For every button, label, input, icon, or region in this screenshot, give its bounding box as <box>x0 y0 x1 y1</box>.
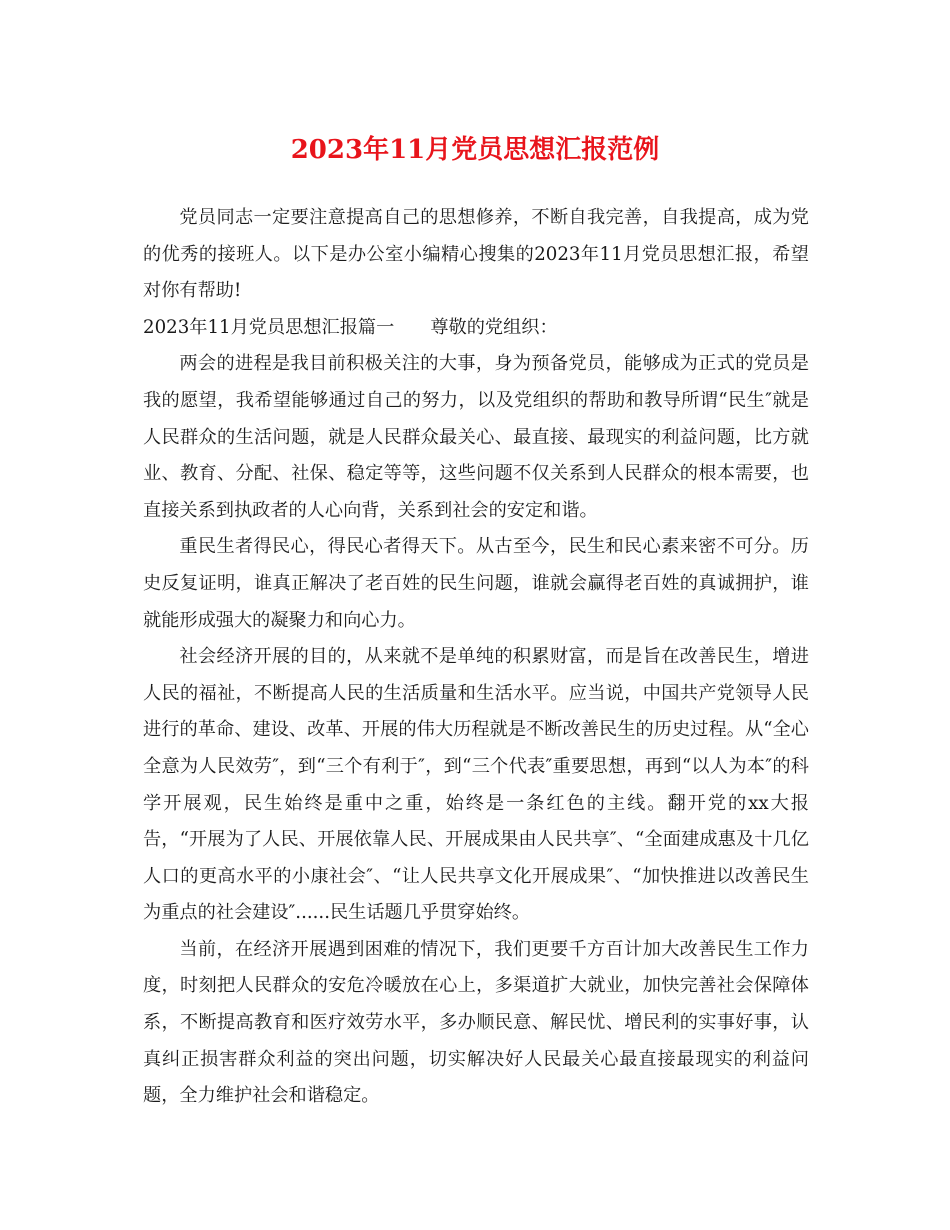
body-paragraph-4: 当前，在经济开展遇到困难的情况下，我们更要千方百计加大改善民生工作力度，时刻把人民群众的安危冷暖放在心上，多渠道扩大就业，加快完善社会保障体系，不断提高教育和医疗效劳水平，多办顺民意、解民忧、增民利的实事好事，认真纠正损害群众利益的突出问题，切实解决好人民最关心最直接最现实的利益问题，全力维护社会和谐稳定。 <box>143 938 809 1107</box>
document-body <box>143 200 809 1115</box>
salutation: 尊敬的党组织： <box>430 316 558 338</box>
intro-paragraph: 党员同志一定要注意提高自己的思想修养，不断自我完善，自我提高，成为党的优秀的接班人。以下是办公室小编精心搜集的2023年11月党员思想汇报，希望对你有帮助! <box>143 207 809 302</box>
section-heading: 2023年11月党员思想汇报篇一 <box>143 316 395 338</box>
body-paragraph-3: 社会经济开展的目的，从来就不是单纯的积累财富，而是旨在改善民生，增进人民的福祉，不断提高人民的生活质量和生活水平。应当说，中国共产党领导人民进行的革命、建设、改革、开展的伟大历程就是不断改善民生的历史过程。从“全心全意为人民效劳″，到“三个有利于″，到“三个代表″重要思想，再到“以人为本″的科学开展观，民生始终是重中之重，始终是一条红色的主线。翻开党的xx大报告，“开展为了人民、开展依靠人民、开展成果由人民共享″、“全面建成惠及十几亿人口的更高水平的小康社会″、“让人民共享文化开展成果″、“加快推进以改善民生为重点的社会建设″......民生话题几乎贯穿始终。 <box>143 646 809 924</box>
section-heading-line <box>143 310 809 347</box>
body-paragraph-1: 两会的进程是我目前积极关注的大事，身为预备党员，能够成为正式的党员是我的愿望，我希望能够通过自己的努力，以及党组织的帮助和教导所谓“民生″就是人民群众的生活问题，就是人民群众最关心、最直接、最现实的利益问题，比方就业、教育、分配、社保、稳定等等，这些问题不仅关系到人民群众的根本需要，也直接关系到执政者的人心向背，关系到社会的安定和谐。 <box>143 353 809 521</box>
body-paragraph-2: 重民生者得民心，得民心者得天下。从古至今，民生和民心素来密不可分。历史反复证明，谁真正解决了老百姓的民生问题，谁就会赢得老百姓的真诚拥护，谁就能形成强大的凝聚力和向心力。 <box>143 536 809 631</box>
document-title: 2023年11月党员思想汇报范例 <box>290 135 660 165</box>
